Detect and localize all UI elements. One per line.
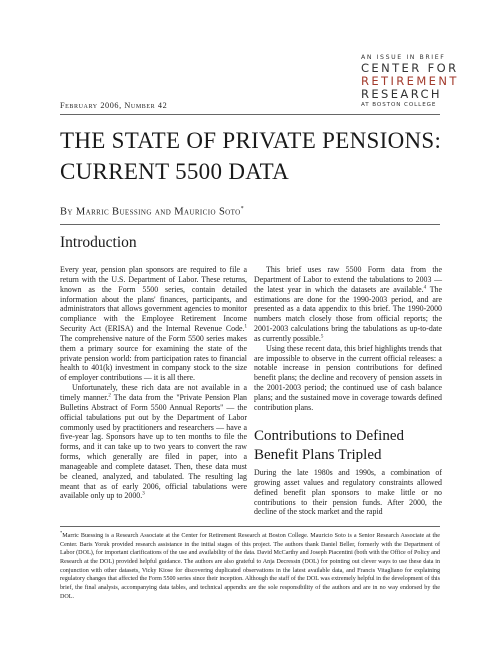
footnote-ref-2: 2 [108,393,111,399]
logo-boston-college: AT BOSTON COLLEGE [361,102,437,108]
logo-issue-in-brief: AN ISSUE IN BRIEF [361,54,446,61]
logo-retirement: RETIREMENT [361,74,459,88]
footnote-ref-3: 3 [142,491,145,497]
crr-logo [361,54,491,109]
intro-paragraph-2 [60,383,247,501]
byline-authors: By Marric Buessing and Mauricio Soto [60,206,241,218]
intro-paragraph-1 [60,265,247,383]
intro-p2-text-b: The data from the "Private Pension Plan Bulletins Abstract of Form 5500 Annual Reports" — the official tabulations put out by the Department of Labor commonly used by practitioners and researchers — have a five-year lag. Sponsors have up to ten months to file the forms, and it can take up to two years to convert the raw forms, which generally are filed in paper, into a manageable and complete dataset. Then, these data must be cleaned, analyzed, and tabulated. The resulting lag meant that as of early 2006, official tabulations were available only up to 2000. [60,392,247,501]
intro-paragraph-4: Using these recent data, this brief highlights trends that are impossible to observe in the current official releases: a notable increase in pension contributions for defined benefit plans; the decline and recovery of pension assets in the 2001-2003 period; the continued use of cash balance plans; and the sustained move in coverage towards defined contribution plans. [254,343,442,412]
intro-p1-text-b: The comprehensive nature of the Form 5500 series makes them a primary source for examining the state of the private pension world: from participation rates to financial health to 401(k) investment in company stock to the size of employer contributions — it is all there. [60,333,247,383]
footnote-text: Marric Buessing is a Research Associate at the Center for Retirement Research at Boston College. Mauricio Soto is a Senior Research Associate at the Center. Baris Yoruk provided research assistance in the initial stages of this project. The authors thank Daniel Beller, formerly with the Department of Labor (DOL), for important clarifications of the use and availability of the data. David McCarthy and Joseph Piacentini (both with the Office of Policy and Research at the DOL) provided helpful guidance. The authors are also grateful to Anja Decressin (DOL) for pointing out clever ways to use these data in conjunction with other datasets, Vicky Kiose for discovering duplicated observations in the latest available data, and Francis Vitagliano for explaining regulatory changes that affected the Form 5500 series since their inception. Although the staff of the DOL was extremely helpful in the development of this brief, the final analysis, accompanying data tables, and technical appendix are the sole responsibility of the authors and are in no way endorsed by the DOL. [60,533,440,600]
byline-footnote-marker: * [240,206,245,212]
intro-paragraph-3 [254,265,442,344]
footnote-marker: * [60,529,63,535]
contributions-column [254,468,442,517]
right-column [254,265,442,413]
footnote-ref-4: 4 [423,285,427,291]
byline [60,206,244,218]
left-column [60,265,247,501]
top-divider [60,114,440,115]
title-line-1: THE STATE OF PRIVATE PENSIONS: [60,128,442,153]
logo-center-for: CENTER FOR [361,61,459,75]
logo-research: RESEARCH [361,87,442,101]
page-title [60,125,460,187]
byline-divider [60,224,440,225]
section-heading-contributions: Contributions to Defined Benefit Plans Tripled [254,428,404,463]
footnote-ref-5: 5 [320,334,324,340]
author-footnote [60,529,440,601]
contributions-paragraph-1: During the late 1980s and 1990s, a combination of growing asset values and regulatory constraints allowed defined benefit plan sponsors to make little or no contributions to their pension funds. After 2000, the decline of the stock market and the rapid [254,468,442,517]
issue-line: February 2006, Number 42 [60,101,168,110]
title-line-2: CURRENT 5500 DATA [60,159,290,184]
section-heading-introduction: Introduction [60,234,137,251]
intro-p1-text-a: Every year, pension plan sponsors are required to file a return with the U.S. Department of Labor. These returns, known as the Form 5500 series, contain detailed information about the plans' finances, participants, and administrators that allows government agencies to monitor compliance with the Employee Retirement Income Security Act (ERISA) and the Internal Revenue Code. [60,265,247,334]
intro-p2-text-a: Unfortunately, these rich data are not available in a timely manner. [60,383,247,402]
intro-p3-text-b: The estimations are done for the 1990-2003 period, and are presented as a data appendix to this brief. The 1990-2000 numbers match closely those from official reports; the 2001-2003 calculations bring the tabulations as up-to-date as currently possible. [254,284,442,343]
footnote-ref-1: 1 [244,324,247,330]
footnote-divider [60,526,440,527]
intro-p3-text-a: This brief uses raw 5500 Form data from the Department of Labor to extend the tabulations to 2003 — the latest year in which the datasets are available. [254,265,442,294]
